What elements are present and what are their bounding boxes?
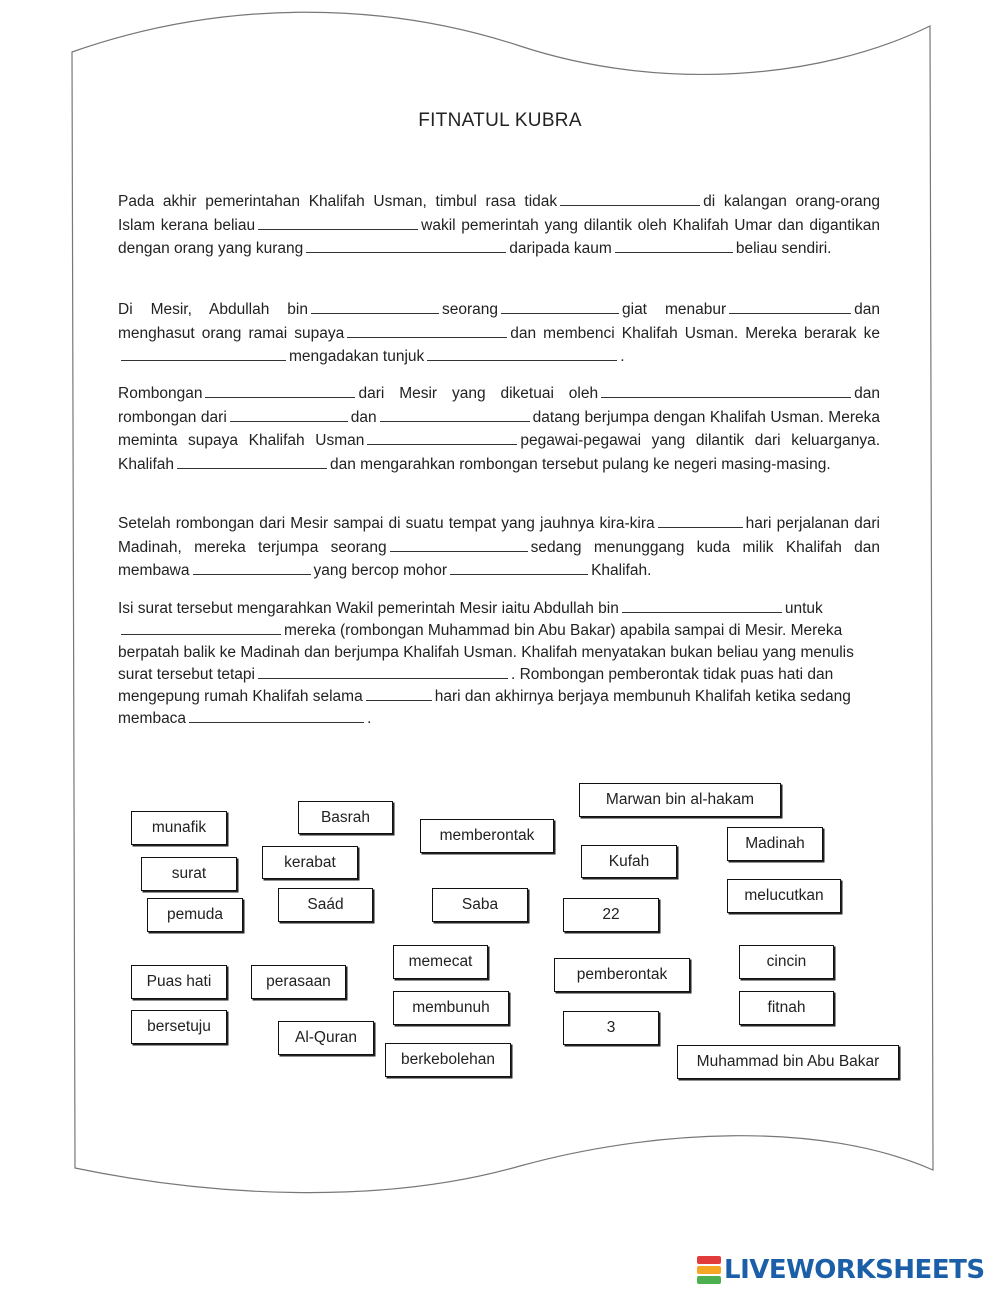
word-card-membunuh[interactable]: membunuh [393, 991, 509, 1025]
word-card-berkebolehan[interactable]: berkebolehan [385, 1043, 511, 1077]
word-card-3[interactable]: 3 [563, 1011, 659, 1045]
answer-blank[interactable] [501, 299, 619, 314]
answer-blank[interactable] [366, 686, 432, 701]
answer-blank[interactable] [121, 620, 281, 635]
word-card-saad[interactable]: Saád [278, 888, 373, 922]
word-card-melucutkan[interactable]: melucutkan [727, 879, 841, 913]
answer-blank[interactable] [427, 346, 617, 361]
word-card-pemberontak[interactable]: pemberontak [554, 958, 690, 992]
word-card-madinah[interactable]: Madinah [727, 827, 823, 861]
answer-blank[interactable] [205, 383, 355, 398]
word-card-pemuda[interactable]: pemuda [147, 898, 243, 932]
answer-blank[interactable] [390, 537, 528, 552]
answer-blank[interactable] [311, 299, 439, 314]
word-card-al-quran[interactable]: Al-Quran [278, 1021, 374, 1055]
paragraph-1: Pada akhir pemerintahan Khalifah Usman, timbul rasa tidak di kalangan orang-orang Islam kerana beliau wakil pemerintah yang dilantik oleh Khalifah Umar dan digantikan dengan orang yang kurang daripada kaum beliau sendiri. [118, 193, 880, 257]
word-card-kerabat[interactable]: kerabat [262, 846, 358, 879]
word-card-memecat[interactable]: memecat [393, 945, 488, 979]
answer-blank[interactable] [622, 598, 782, 613]
paragraph-4: Setelah rombongan dari Mesir sampai di suatu tempat yang jauhnya kira-kira hari perjalanan dari Madinah, mereka terjumpa seorang sedang menunggang kuda milik Khalifah dan membawa yang bercop mohor Khalifah. [118, 515, 880, 579]
answer-blank[interactable] [729, 299, 851, 314]
answer-blank[interactable] [450, 560, 588, 575]
answer-blank[interactable] [615, 238, 733, 253]
answer-blank[interactable] [347, 323, 507, 338]
answer-blank[interactable] [658, 513, 743, 528]
liveworksheets-icon [697, 1256, 721, 1284]
word-card-cincin[interactable]: cincin [739, 945, 834, 979]
answer-blank[interactable] [258, 664, 508, 679]
word-card-marwan[interactable]: Marwan bin al-hakam [579, 783, 781, 817]
word-card-surat[interactable]: surat [141, 857, 237, 891]
word-card-basrah[interactable]: Basrah [298, 801, 393, 834]
answer-blank[interactable] [306, 238, 506, 253]
answer-blank[interactable] [121, 346, 286, 361]
answer-blank[interactable] [601, 383, 851, 398]
word-card-22[interactable]: 22 [563, 898, 659, 932]
worksheet-title: FITNATUL KUBRA [418, 110, 582, 131]
answer-blank[interactable] [367, 430, 517, 445]
word-card-memberontak[interactable]: memberontak [420, 819, 554, 853]
word-card-fitnah[interactable]: fitnah [739, 991, 834, 1025]
paragraph-5: Isi surat tersebut mengarahkan Wakil pemerintah Mesir iaitu Abdullah bin untukmereka (rombongan Muhammad bin Abu Bakar) apabila sampai di Mesir. Mereka berpatah balik ke Madinah dan berjumpa Khalifah Usman. Khalifah menyatakan bukan beliau yang menulis surat tersebut tetapi . Rombongan pemberontak tidak puas hati dan mengepung rumah Khalifah selama hari dan akhirnya berjaya membunuh Khalifah ketika sedang membaca . [118, 600, 854, 727]
word-card-saba[interactable]: Saba [432, 888, 528, 922]
answer-blank[interactable] [177, 454, 327, 469]
word-card-perasaan[interactable]: perasaan [251, 965, 346, 999]
answer-blank[interactable] [230, 407, 348, 422]
answer-blank[interactable] [193, 560, 311, 575]
answer-blank[interactable] [189, 708, 364, 723]
paragraph-3: Rombongan dari Mesir yang diketuai oleh dan rombongan dari dan datang berjumpa dengan Khalifah Usman. Mereka meminta supaya Khalifah Usman pegawai-pegawai yang dilantik dari keluarganya. Khalifah dan mengarahkan rombongan tersebut pulang ke negeri masing-masing. [118, 385, 880, 473]
liveworksheets-logo [697, 1252, 985, 1288]
word-card-muhammad[interactable]: Muhammad bin Abu Bakar [677, 1045, 899, 1079]
paragraph-2: Di Mesir, Abdullah bin seorang giat menabur dan menghasut orang ramai supaya dan membenci Khalifah Usman. Mereka berarak kemengadakan tunjuk . [118, 301, 880, 365]
answer-blank[interactable] [560, 191, 700, 206]
word-card-kufah[interactable]: Kufah [581, 845, 677, 878]
word-card-munafik[interactable]: munafik [131, 811, 227, 845]
word-card-bersetuju[interactable]: bersetuju [131, 1010, 227, 1044]
word-card-puas-hati[interactable]: Puas hati [131, 965, 227, 999]
answer-blank[interactable] [258, 215, 418, 230]
brand-name: LIVEWORKSHEETS [724, 1255, 985, 1285]
answer-blank[interactable] [380, 407, 530, 422]
